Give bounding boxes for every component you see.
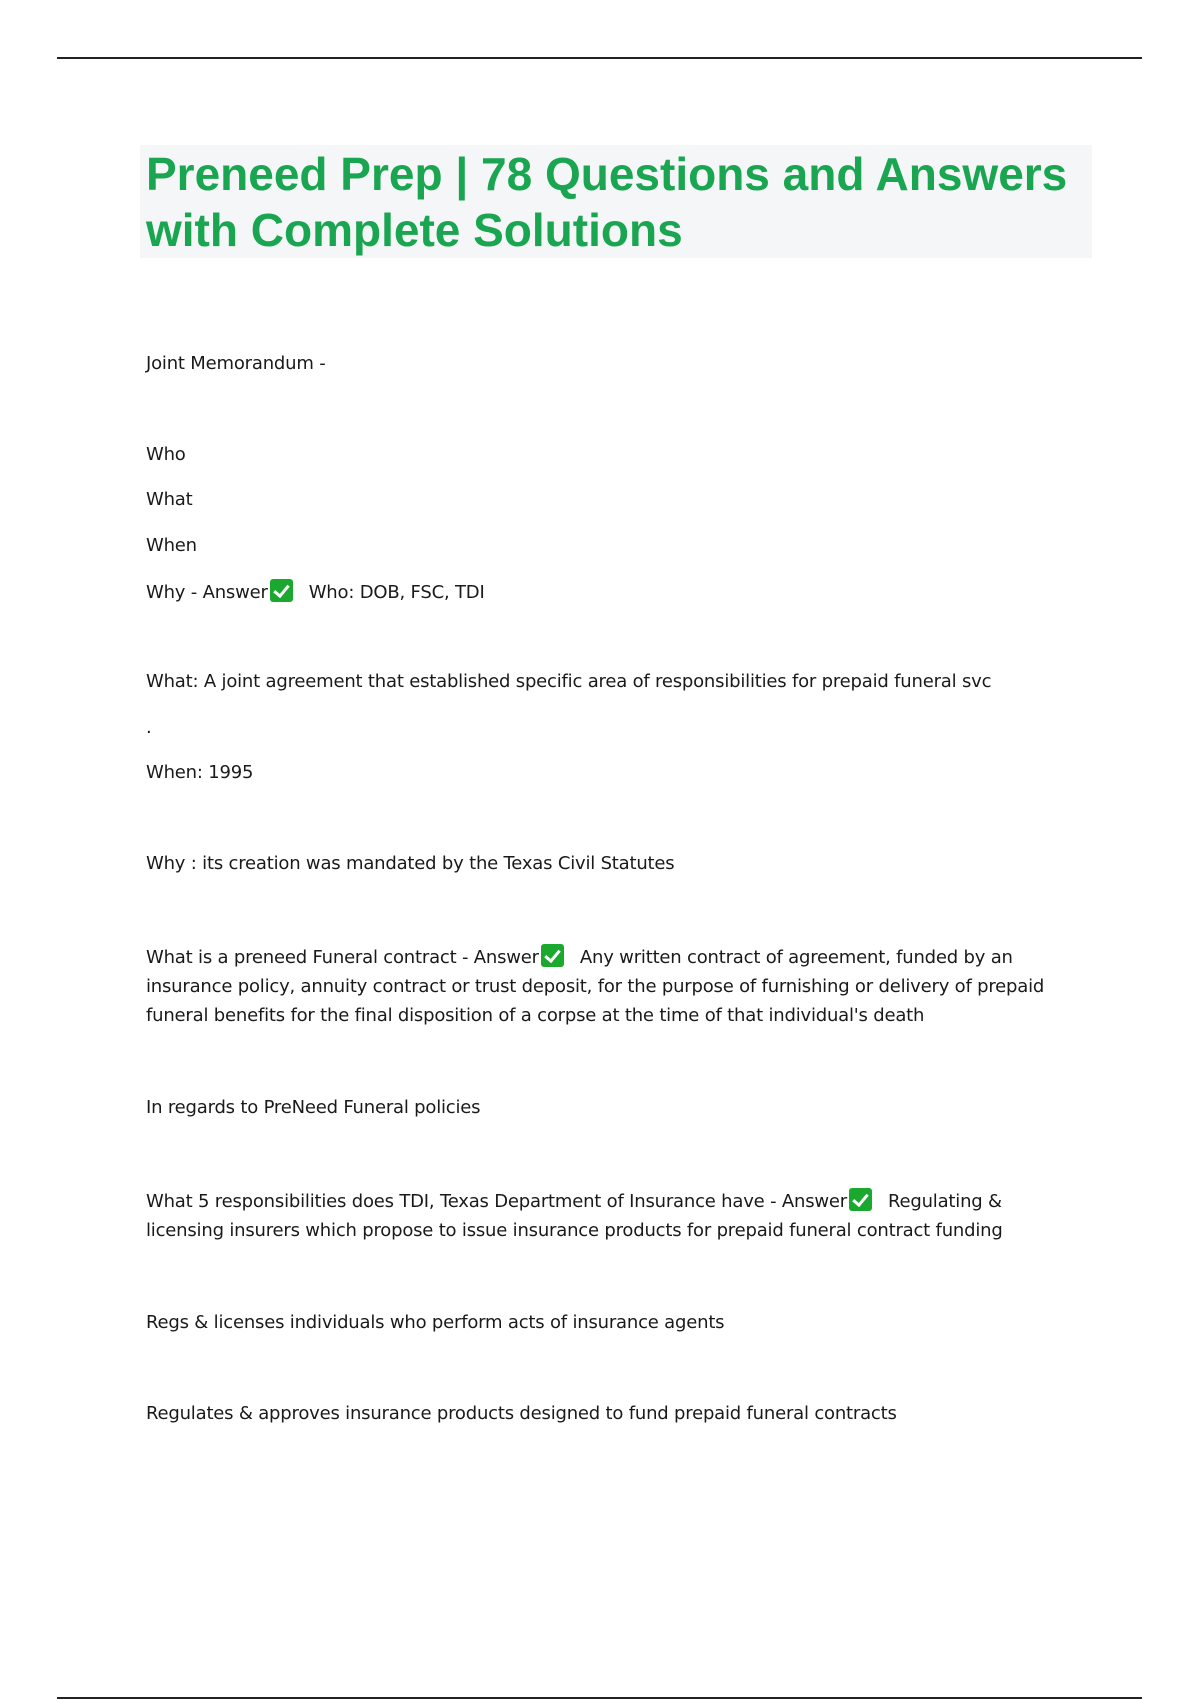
check-box-icon — [270, 579, 293, 602]
question-1-prefix: Why - Answer — [146, 582, 268, 603]
when-label: When — [146, 535, 197, 556]
when-line: When: 1995 — [146, 762, 254, 783]
top-rule — [57, 57, 1142, 59]
question-3-prefix: What 5 responsibilities does TDI, Texas Department of Insurance have - Answer — [146, 1191, 847, 1212]
bottom-rule — [57, 1697, 1142, 1699]
regulates-line: Regulates & approves insurance products designed to fund prepaid funeral contracts — [146, 1403, 897, 1424]
question-1-answer: Who: DOB, FSC, TDI — [308, 582, 485, 603]
regs-line: Regs & licenses individuals who perform acts of insurance agents — [146, 1312, 725, 1333]
why-line: Why : its creation was mandated by the Texas Civil Statutes — [146, 853, 675, 874]
document-title: Preneed Prep | 78 Questions and Answers with Complete Solutions — [146, 148, 1068, 256]
what-line: What: A joint agreement that established specific area of responsibilities for prepaid funeral svc — [146, 671, 992, 692]
question-1 — [146, 578, 485, 607]
memo-heading: Joint Memorandum - — [146, 353, 326, 374]
regards-line: In regards to PreNeed Funeral policies — [146, 1097, 481, 1118]
question-3 — [146, 1187, 1076, 1245]
check-box-icon — [541, 944, 564, 967]
what-label: What — [146, 489, 193, 510]
question-2-answer: Any written contract of agreement, funded by an insurance policy, annuity contract or trust deposit, for the purpose of furnishing or delivery of prepaid funeral benefits for the final disposition of a corpse at the time of that individual's death — [146, 947, 1045, 1026]
check-box-icon — [849, 1188, 872, 1211]
question-2-prefix: What is a preneed Funeral contract - Answer — [146, 947, 539, 968]
dot-line: . — [146, 717, 152, 738]
who-label: Who — [146, 444, 186, 465]
question-2 — [146, 943, 1076, 1030]
question-3-answer: Regulating & licensing insurers which propose to issue insurance products for prepaid funeral contract funding — [146, 1191, 1003, 1241]
